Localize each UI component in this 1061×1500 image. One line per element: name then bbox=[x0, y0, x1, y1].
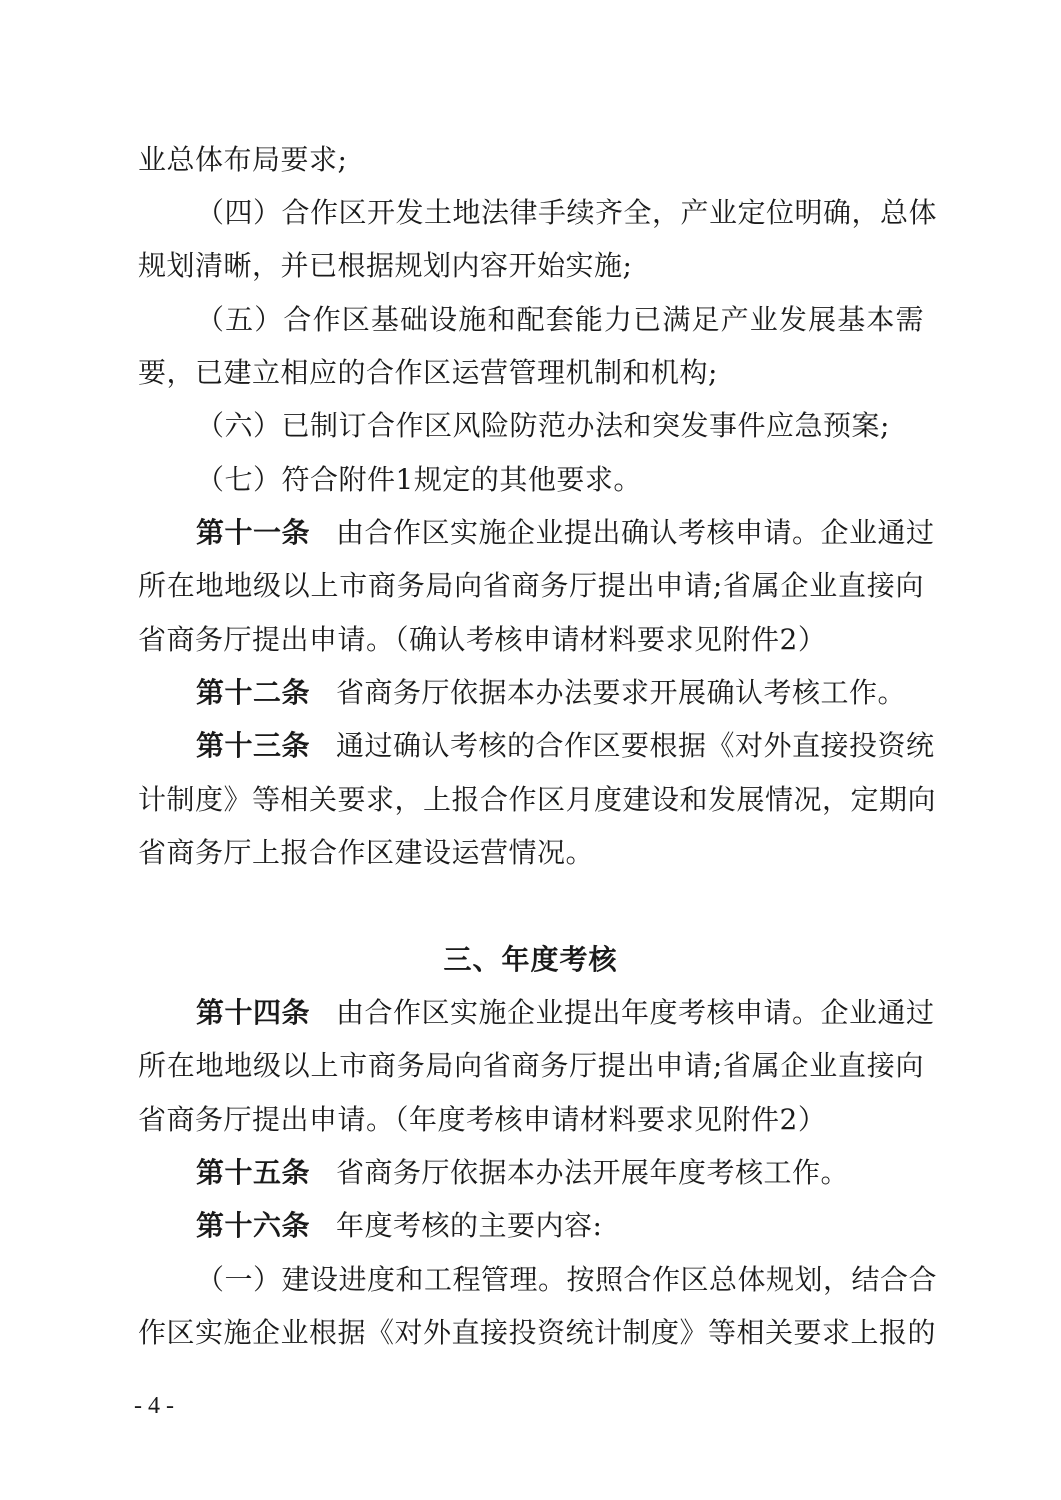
text-line-item-7: （七）符合附件1规定的其他要求。 bbox=[196, 463, 642, 496]
article-14-line-1 bbox=[196, 993, 935, 1033]
text-line-item-6: （六）已制订合作区风险防范办法和突发事件应急预案; bbox=[196, 409, 890, 442]
text-line: 要，已建立相应的合作区运营管理机制和机构; bbox=[138, 356, 718, 389]
article-15-text: 省商务厅依据本办法开展年度考核工作。 bbox=[336, 1156, 850, 1189]
article-11-title: 第十一条 bbox=[196, 516, 311, 549]
article-11-line-3: 省商务厅提出申请。（确认考核申请材料要求见附件2） bbox=[138, 623, 827, 656]
section-heading: 三、年度考核 bbox=[443, 943, 618, 976]
article-15-line-1 bbox=[196, 1153, 924, 1193]
article-14-text: 由合作区实施企业提出年度考核申请。企业通过 bbox=[336, 996, 935, 1029]
article-16-line-1 bbox=[196, 1206, 924, 1246]
article-13-line-1 bbox=[196, 726, 935, 766]
text-line-item-4: （四）合作区开发土地法律手续齐全，产业定位明确，总体 bbox=[196, 196, 938, 229]
article-11-line-1 bbox=[196, 513, 935, 553]
article-13-text: 通过确认考核的合作区要根据《对外直接投资统 bbox=[336, 729, 935, 762]
article-14-title: 第十四条 bbox=[196, 996, 311, 1029]
article-14-line-3: 省商务厅提出申请。（年度考核申请材料要求见附件2） bbox=[138, 1103, 827, 1136]
item-1-line-1: （一）建设进度和工程管理。按照合作区总体规划，结合合 bbox=[196, 1263, 938, 1296]
text-line: 规划清晰，并已根据规划内容开始实施; bbox=[138, 249, 633, 282]
article-12-title: 第十二条 bbox=[196, 676, 311, 709]
text-line-item-5: （五）合作区基础设施和配套能力已满足产业发展基本需 bbox=[196, 303, 924, 336]
article-12-line-1 bbox=[196, 673, 924, 713]
article-11-line-2: 所在地地级以上市商务局向省商务厅提出申请;省属企业直接向 bbox=[138, 569, 924, 602]
article-16-text: 年度考核的主要内容: bbox=[336, 1209, 603, 1242]
article-13-line-2: 计制度》等相关要求，上报合作区月度建设和发展情况，定期向 bbox=[138, 783, 937, 816]
article-16-title: 第十六条 bbox=[196, 1209, 311, 1242]
article-12-text: 省商务厅依据本办法要求开展确认考核工作。 bbox=[336, 676, 907, 709]
item-1-line-2: 作区实施企业根据《对外直接投资统计制度》等相关要求上报的 bbox=[138, 1316, 937, 1349]
article-14-line-2: 所在地地级以上市商务局向省商务厅提出申请;省属企业直接向 bbox=[138, 1049, 924, 1082]
text-line: 业总体布局要求; bbox=[138, 143, 348, 176]
article-11-text: 由合作区实施企业提出确认考核申请。企业通过 bbox=[336, 516, 935, 549]
article-13-line-3: 省商务厅上报合作区建设运营情况。 bbox=[138, 836, 595, 869]
page-number: - 4 - bbox=[134, 1393, 174, 1419]
article-13-title: 第十三条 bbox=[196, 729, 311, 762]
article-15-title: 第十五条 bbox=[196, 1156, 311, 1189]
